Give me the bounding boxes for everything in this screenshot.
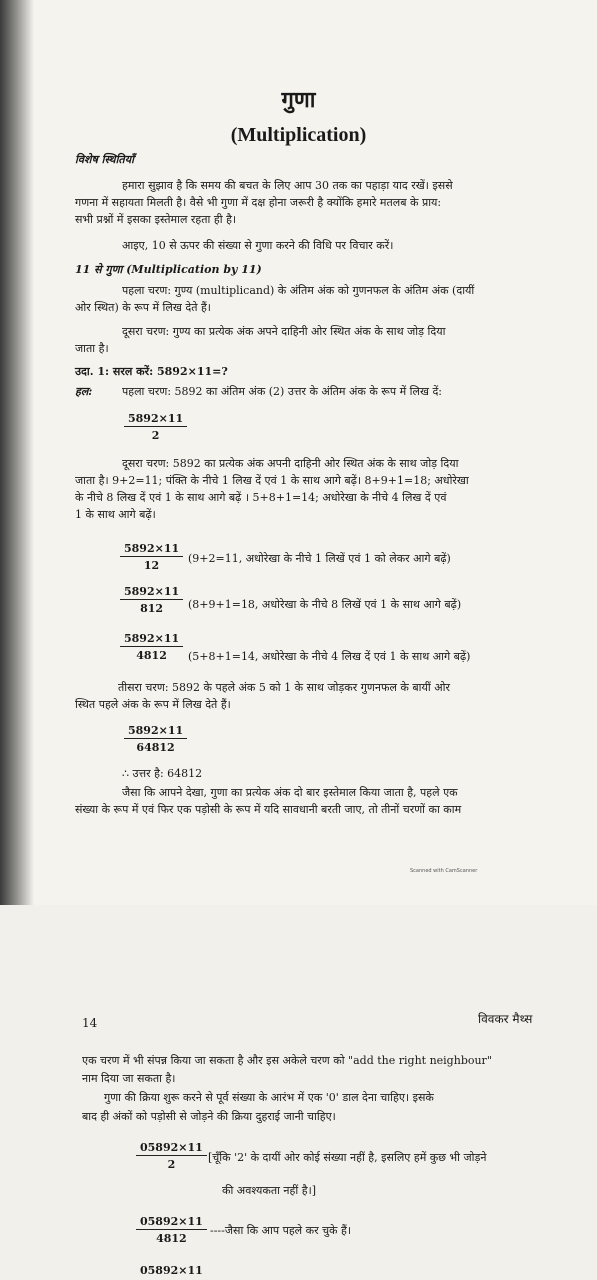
fraction-top: 05892×11 <box>140 1264 203 1277</box>
step-line: तीसरा चरण: 5892 के पहले अंक 5 को 1 के साथ जोड़कर गुणनफल के बायीं ओर <box>118 681 450 694</box>
step-line: के नीचे 8 लिख दें एवं 1 के साथ आगे बढ़ें । 5+8+1=14; अधोरेखा के नीचे 4 लिख दें एवं <box>75 491 447 504</box>
step-line: जाता है। 9+2=11; पंक्ति के नीचे 1 लिख दें एवं 1 के साथ आगे बढ़ें। 8+9+1=18; अधोरेखा <box>75 474 469 487</box>
fraction-bottom: 812 <box>140 602 164 615</box>
section-heading-by11: 11 से गुणा (Multiplication by 11) <box>75 263 262 276</box>
fraction-note: [चूँकि '2' के दायीं ओर कोई संख्या नहीं है, इसलिए हमें कुछ भी जोड़ने <box>208 1151 487 1164</box>
step-line: दूसरा चरण: 5892 का प्रत्येक अंक अपनी दाहिनी ओर स्थित अंक के साथ जोड़ दिया <box>122 457 459 470</box>
page-14 <box>0 905 597 1280</box>
solution-label: हल: <box>75 385 93 398</box>
fraction-top: 05892×11 <box>136 1141 207 1156</box>
solution-step: पहला चरण: 5892 का अंतिम अंक (2) उत्तर के अंतिम अंक के रूप में लिख दें: <box>122 385 443 398</box>
fraction-note: की अवश्यकता नहीं है।] <box>222 1184 317 1197</box>
fraction-top: 05892×11 <box>136 1215 207 1230</box>
fraction-bottom: 4812 <box>136 649 167 662</box>
step-line: 1 के साथ आगे बढ़ें। <box>75 508 156 521</box>
fraction-top: 5892×11 <box>120 542 183 557</box>
step-line: ओर स्थित) के रूप में लिख देते हैं। <box>75 301 211 314</box>
fraction-top: 5892×11 <box>120 585 183 600</box>
fraction-top: 5892×11 <box>124 724 187 739</box>
step-line: स्थित पहले अंक के रूप में लिख देते हैं। <box>75 698 231 711</box>
step-line: दूसरा चरण: गुण्य का प्रत्येक अंक अपने दाहिनी ओर स्थित अंक के साथ जोड़ दिया <box>122 325 446 338</box>
para-line: नाम दिया जा सकता है। <box>82 1072 176 1085</box>
fraction-bottom: 12 <box>143 559 160 572</box>
para-line: हमारा सुझाव है कि समय की बचत के लिए आप 30 तक का पहाड़ा याद रखें। इससे <box>122 179 453 192</box>
answer-line: ∴ उत्तर है: 64812 <box>122 767 203 780</box>
fraction-bottom: 2 <box>167 1158 176 1171</box>
fraction-note: (9+2=11, अधोरेखा के नीचे 1 लिखें एवं 1 को लेकर आगे बढ़ें) <box>188 552 451 565</box>
step-line: पहला चरण: गुण्य (multiplicand) के अंतिम अंक को गुणनफल के अंतिम अंक (दायीं <box>122 284 475 297</box>
working-fraction <box>120 585 183 615</box>
para-line: जैसा कि आपने देखा, गुणा का प्रत्येक अंक दो बार इस्तेमाल किया जाता है, पहले एक <box>122 786 458 799</box>
fraction-bottom: 4812 <box>156 1232 187 1245</box>
para-line: एक चरण में भी संपन्न किया जा सकता है और इस अकेले चरण को "add the right neighbour" <box>82 1054 492 1067</box>
special-heading: विशेष स्थितियाँ <box>75 153 134 166</box>
scanner-watermark: Scanned with CamScanner <box>410 868 478 874</box>
running-header: विवकर मैथ्स <box>478 1012 533 1026</box>
para-line: सभी प्रश्नों में इसका इस्तेमाल रहता ही है। <box>75 213 237 226</box>
fraction-bottom: 2 <box>151 429 160 442</box>
working-fraction <box>124 724 187 754</box>
example-label: उदा. 1: सरल करें: 5892×11=? <box>75 365 228 378</box>
fraction-top: 5892×11 <box>120 632 183 647</box>
para-line: बाद ही अंकों को पड़ोसी से जोड़ने की क्रिया दुहराई जानी चाहिए। <box>82 1110 336 1123</box>
para-line: आइए, 10 से ऊपर की संख्या से गुणा करने की विधि पर विचार करें। <box>122 239 394 252</box>
para-line: संख्या के रूप में एवं फिर एक पड़ोसी के रूप में यदि सावधानी बरती जाए, तो तीनों चरणों का काम <box>75 803 462 816</box>
fraction-note: (5+8+1=14, अधोरेखा के नीचे 4 लिख दें एवं 1 के साथ आगे बढ़ें) <box>188 650 471 663</box>
chapter-title-hindi: गुणा <box>281 87 316 113</box>
working-fraction <box>120 542 183 572</box>
para-line: गणना में सहायता मिलती है। वैसे भी गुणा में दक्ष होना जरूरी है क्योंकि हमारे मतलब के प्राय: <box>75 196 442 209</box>
page-number: 14 <box>82 1016 98 1030</box>
working-fraction <box>120 632 183 662</box>
para-line: गुणा की क्रिया शुरू करने से पूर्व संख्या के आरंभ में एक '0' डाल देना चाहिए। इसके <box>104 1091 434 1104</box>
working-fraction <box>124 412 187 442</box>
working-fraction <box>136 1141 207 1171</box>
fraction-note: (8+9+1=18, अधोरेखा के नीचे 8 लिखें एवं 1 के साथ आगे बढ़ें) <box>188 598 462 611</box>
working-fraction <box>136 1215 207 1245</box>
fraction-note: ----जैसा कि आप पहले कर चुके हैं। <box>210 1224 352 1237</box>
fraction-bottom: 64812 <box>136 741 175 754</box>
fraction-top: 5892×11 <box>124 412 187 427</box>
step-line: जाता है। <box>75 342 109 355</box>
chapter-title-english: (Multiplication) <box>230 124 367 146</box>
